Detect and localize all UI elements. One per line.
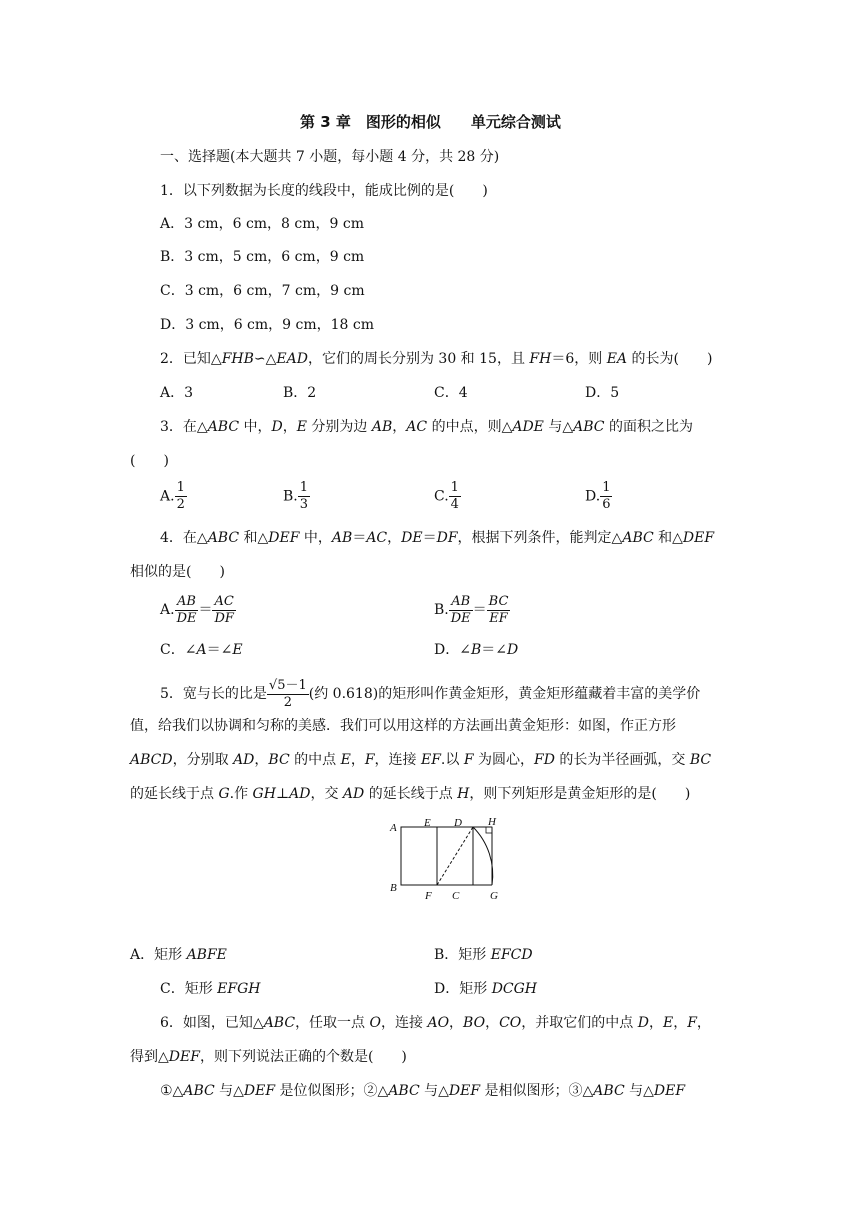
- q6-stem-line2: 得到△DEF，则下列说法正确的个数是( ): [130, 1049, 407, 1065]
- golden-rectangle-figure: [384, 815, 514, 905]
- q3-option-b: B. $\frac{1}{3}$: [283, 480, 309, 512]
- q3-option-d: D. $\frac{1}{6}$: [585, 480, 611, 512]
- q5-stem-line3: ABCD，分别取 AD，BC 的中点 E，F，连接 EF.以 F 为圆心，FD 的长为半径画弧，交 BC: [130, 752, 712, 768]
- q4-option-a: A. $\frac{AB}{DE}$ ＝ $\frac{AC}{DF}$: [160, 593, 234, 626]
- q4-stem-cont: 相似的是( ): [130, 564, 225, 580]
- label-f: F: [425, 890, 432, 902]
- q4-option-d: D．∠B＝∠D: [434, 642, 519, 658]
- label-e: E: [424, 817, 431, 829]
- arc-dg: [473, 827, 493, 885]
- page-title: 第 3 章 图形的相似 单元综合测试: [300, 113, 561, 131]
- q1-option-a: A．3 cm，6 cm，8 cm，9 cm: [160, 216, 365, 232]
- q5-option-a: A．矩形 ABFE: [130, 947, 227, 963]
- label-d: D: [454, 817, 462, 829]
- section-header: 一、选择题(本大题共 7 小题，每小题 4 分，共 28 分): [160, 149, 500, 165]
- label-h: H: [488, 816, 496, 828]
- label-a: A: [390, 822, 397, 834]
- q5-option-c: C．矩形 EFGH: [160, 981, 261, 997]
- q3-stem: 3．在△ABC 中，D，E 分别为边 AB，AC 的中点，则△ADE 与△ABC 的面积之比为: [160, 419, 693, 435]
- q3-stem-cont: ( ): [130, 453, 169, 469]
- q4-option-b: B. $\frac{AB}{DE}$ ＝ $\frac{BC}{EF}$: [434, 593, 509, 626]
- q2-option-c: C．4: [434, 385, 468, 401]
- label-b: B: [390, 882, 397, 894]
- q3-option-a: A. $\frac{1}{2}$: [160, 480, 185, 512]
- q2-option-d: D．5: [585, 385, 620, 401]
- q6-stem-line3: ①△ABC 与△DEF 是位似图形；②△ABC 与△DEF 是相似图形；③△ABC 与△DEF: [160, 1083, 686, 1099]
- label-g: G: [490, 890, 498, 902]
- q5-stem-line2: 值，给我们以协调和匀称的美感．我们可以用这样的方法画出黄金矩形：如图，作正方形: [130, 718, 676, 734]
- dashed-fd: [437, 827, 473, 885]
- q5-option-b: B．矩形 EFCD: [434, 947, 533, 963]
- q1-option-c: C．3 cm，6 cm，7 cm，9 cm: [160, 283, 365, 299]
- q4-option-c: C．∠A＝∠E: [160, 642, 243, 658]
- q1-option-d: D．3 cm，6 cm，9 cm，18 cm: [160, 317, 375, 333]
- q5-stem: 5．宽与长的比是 $\frac{√5-1}{2}$ (约 0.618)的矩形叫作黄金矩形，黄金矩形蕴藏着丰富的美学价: [160, 677, 701, 710]
- q2-option-a: A．3: [160, 385, 194, 401]
- q1-stem: 1．以下列数据为长度的线段中，能成比例的是( ): [160, 183, 488, 199]
- q6-stem: 6．如图，已知△ABC，任取一点 O，连接 AO，BO，CO，并取它们的中点 D，E，F，: [160, 1015, 711, 1031]
- q5-stem-line4: 的延长线于点 G.作 GH⊥AD，交 AD 的延长线于点 H，则下列矩形是黄金矩形的是( ): [130, 786, 691, 802]
- q5-option-d: D．矩形 DCGH: [434, 981, 538, 997]
- q2-option-b: B．2: [283, 385, 317, 401]
- q1-option-b: B．3 cm，5 cm，6 cm，9 cm: [160, 249, 365, 265]
- q4-stem: 4．在△ABC 和△DEF 中，AB＝AC，DE＝DF，根据下列条件，能判定△ABC 和△DEF: [160, 530, 715, 546]
- q2-stem: 2．已知△FHB∽△EAD，它们的周长分别为 30 和 15，且 FH＝6，则 EA 的长为( ): [160, 351, 713, 367]
- q3-option-c: C. $\frac{1}{4}$: [434, 480, 459, 512]
- label-c: C: [452, 890, 460, 902]
